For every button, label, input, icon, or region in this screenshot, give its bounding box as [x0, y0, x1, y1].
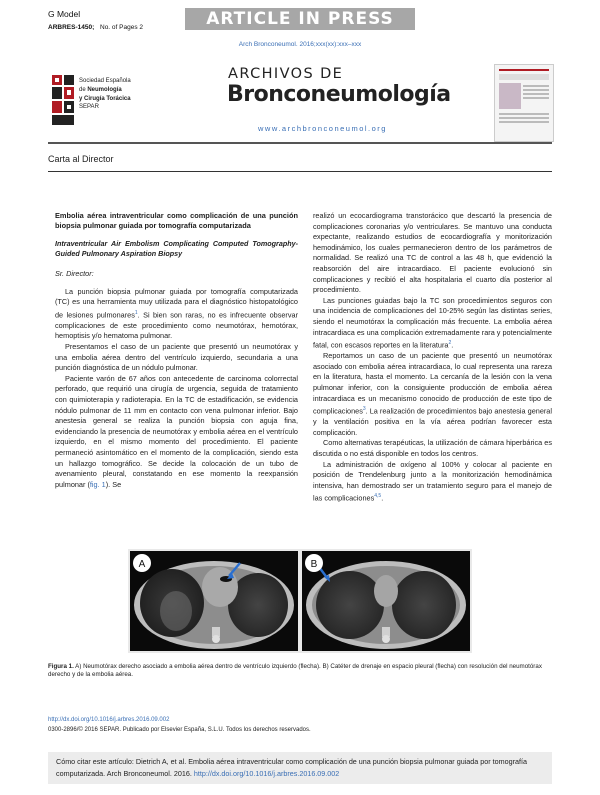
article-code: ARBRES-1450; [48, 24, 95, 31]
paragraph-4: realizó un ecocardiograma transtorácico que descartó la presencia de complicaciones coronarias y/o ventriculares. Se mantuvo una conducta expectante, realizando estudios de ecocardiografía y monitorización hemodinámico, los cuales permanecieron dentro de los parámetros de normalidad. Se realizó una TC de control a las 48 h, que evidenció la reabsorción del aire intracardiaco. El paciente evolucionó sin complicaciones y recibió el alta hospitalaria el cuarto día posterior al procedimiento. [313, 211, 552, 295]
paragraph-2: Presentamos el caso de un paciente que presentó un neumotórax y una embolia aérea dentro del ventrículo izquierdo, secundaria a una punción diagnóstica de un nódulo pulmonar. [55, 341, 298, 373]
figure-1 [128, 549, 472, 653]
citation-doi-link[interactable]: http://dx.doi.org/10.1016/j.arbres.2016.09.002 [193, 768, 340, 778]
ct-scans [128, 549, 472, 653]
article-in-press-banner: ARTICLE IN PRESS [185, 8, 415, 30]
society-name: Sociedad Española de Neumología y Cirugía Torácica SEPAR [79, 78, 131, 111]
section-label: Carta al Director [48, 154, 114, 164]
journal-title: Bronconeumología [227, 82, 451, 107]
separ-logo [52, 75, 74, 125]
panel-b-label: B [310, 559, 318, 570]
paragraph-8: La administración de oxígeno al 100% y colocar al paciente en posición de Trendelenburg junto a la monitorización hemodinámica intensiva, han demostrado ser un tratamiento seguro para el manejo de las complicaciones$^{4,5}$. [313, 459, 552, 503]
paragraph-6: Reportamos un caso de un paciente que presentó un neumotórax asociado con embolia aérea intracardiaca, lo cual representa una rareza en la literatura, hasta el momento. La cercanía de la lesión con la vena pulmonar inferior, con la consiguiente producción de embolia aérea intracardiaca es un mecanismo conocido de producción de este tipo de complicaciones$^3$. La realización de procedimientos bajo anestesia general y la ventilación positiva en la vía aérea podrían favorecer esta complicación. [313, 351, 552, 437]
salutation: Sr. Director: [55, 269, 94, 278]
paragraph-3: Paciente varón de 67 años con antecedente de carcinoma colorrectal perforado, que requirió una cirugía de urgencia, seguida de tratamiento con quimioterapia y radioterapia. En la TC de estadificación, se evidencia nódulo pulmonar de 11 mm en contacto con vena pulmonar inferior. Bajo anestesia general se realiza la punción biopsia con aguja fina, evidenciando la presencia de neumotórax y embolia aérea en el ventrículo izquierdo, en el mismo momento del procedimiento. El paciente permaneció asintomático en el momento de la complicación, siendo esta un hallazgo tomográfico. Se decide la colocación de un tubo de avenamiento pleural, constatando en ese momento la reexpansión pulmonar (fig. 1). Se [55, 373, 298, 489]
copyright: 0300-2896/© 2016 SEPAR. Publicado por Elsevier España, S.L.U. Todos los derechos reservados. [48, 727, 311, 733]
figure-caption: Figura 1. A) Neumotórax derecho asociado a embolia aérea dentro de ventrículo izquierdo (flecha). B) Catéter de drenaje en espacio pleural (flecha) con resolución del neumotórax derecho y de la embolia aérea. [48, 663, 542, 679]
model-label: G Model [48, 9, 81, 19]
article-title-en: Intraventricular Air Embolism Complicating Computed Tomography-Guided Pulmonary Aspiration Biopsy [55, 239, 298, 258]
page-count: No. of Pages 2 [100, 24, 143, 31]
article-title-es: Embolia aérea intraventricular como complicación de una punción biopsia pulmonar guiada por tomografía computarizada [55, 211, 298, 230]
left-column [55, 211, 298, 490]
right-column [313, 211, 552, 504]
paragraph-7: Como alternativas terapéuticas, la utilización de cámara hiperbárica es discutida o no está disponible en todos los centros. [313, 438, 552, 458]
paragraph-5: Las punciones guiadas bajo la TC son procedimientos seguros con una incidencia de complicaciones del 10-25% según las distintas series, siendo el neumotórax la complicación más frecuente. La embolia aérea intracardiaca es una complicación extremadamente rara y potencialmente fatal, con escasos reportes en la literatura$^2$. [313, 295, 552, 350]
citation-box: Cómo citar este artículo: Dietrich A, et al. Embolia aérea intraventricular como complicación de una punción biopsia pulmonar guiada por tomografía computarizada. Arch Bronconeumol. 2016. http://dx.doi.org/10.1016/j.arbres.2016.09.002 [48, 752, 552, 784]
journal-reference: Arch Bronconeumol. 2016;xxx(xx):xxx–xxx [238, 41, 362, 48]
header-rule [48, 142, 552, 144]
journal-cover-thumbnail [494, 64, 554, 142]
paragraph-1: La punción biopsia pulmonar guiada por tomografía computarizada (TC) es una herramienta muy utilizada para el diagnóstico histopatológico de lesiones pulmonares$^1$. Si bien son raras, no es infrecuente observar complicaciones de este procedimiento como neumotórax, hemotórax, hemoptisis y/o hematoma pulmonar. [55, 286, 299, 341]
ct-panel-a [130, 551, 298, 651]
ct-panel-b [302, 551, 470, 651]
journal-url[interactable]: www.archbronconeumol.org [258, 124, 387, 133]
figure-link[interactable]: fig. 1 [89, 479, 106, 489]
journal-title-top: ARCHIVOS DE [228, 66, 344, 82]
section-rule [48, 171, 552, 172]
doi-link[interactable]: http://dx.doi.org/10.1016/j.arbres.2016.09.002 [48, 717, 170, 723]
panel-a-label: A [138, 559, 146, 570]
